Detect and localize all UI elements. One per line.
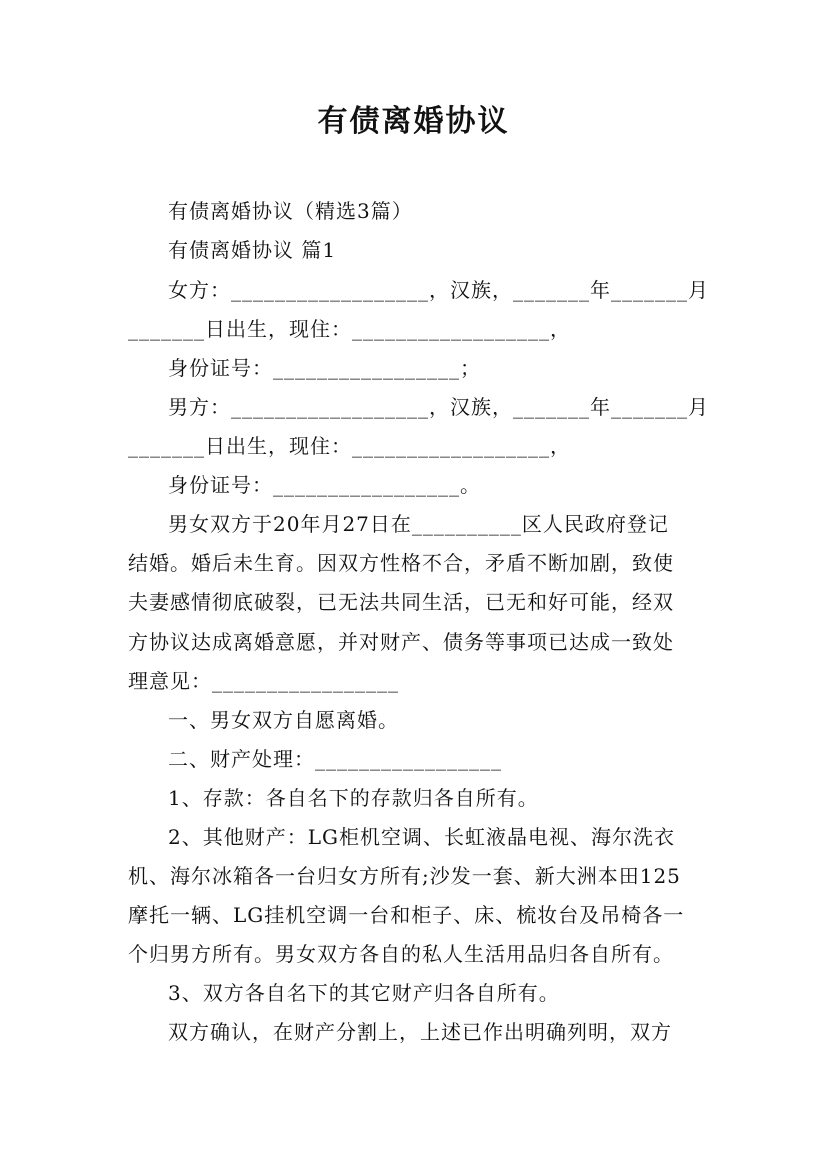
male-party-line: 男方：__________________，汉族，_______年_______月 — [168, 395, 709, 419]
female-id-line: 身份证号：_________________； — [168, 356, 481, 380]
paragraph-line: 方协议达成离婚意愿，并对财产、债务等事项已达成一致处 — [128, 630, 674, 654]
paragraph-line: 理意见：_________________ — [128, 669, 399, 693]
paragraph-line: 双方确认，在财产分割上，上述已作出明确列明，双方 — [168, 1020, 672, 1044]
item-1: 1、存款：各自名下的存款归各自所有。 — [168, 786, 539, 810]
clause-2: 二、财产处理：_________________ — [168, 747, 502, 771]
subtitle-line: 有债离婚协议（精选3篇） — [168, 199, 413, 223]
paragraph-line: 夫妻感情彻底破裂，已无法共同生活，已无和好可能，经双 — [128, 590, 674, 614]
female-party-line: 女方：__________________，汉族，_______年_______月 — [168, 278, 709, 302]
document-title: 有债离婚协议 — [317, 104, 510, 139]
female-birth-address-line: _______日出生，现住：__________________， — [128, 317, 571, 341]
male-id-line: 身份证号：_________________。 — [168, 473, 481, 497]
paragraph-line: 男女双方于20年月27日在__________区人民政府登记 — [168, 512, 669, 536]
paragraph-line: 机、海尔冰箱各一台归女方所有;沙发一套、新大洲本田125 — [128, 864, 681, 888]
item-3: 3、双方各自名下的其它财产归各自所有。 — [168, 981, 560, 1005]
paragraph-line: 结婚。婚后未生育。因双方性格不合，矛盾不断加剧，致使 — [128, 551, 674, 575]
item-2: 2、其他财产：LG柜机空调、长虹液晶电视、海尔洗衣 — [168, 825, 675, 849]
clause-1: 一、男女双方自愿离婚。 — [168, 708, 399, 732]
paragraph-line: 摩托一辆、LG挂机空调一台和柜子、床、梳妆台及吊椅各一 — [128, 903, 685, 927]
section-heading: 有债离婚协议 篇1 — [168, 238, 337, 262]
male-birth-address-line: _______日出生，现住：__________________， — [128, 434, 571, 458]
paragraph-line: 个归男方所有。男女双方各自的私人生活用品归各自所有。 — [128, 942, 674, 966]
